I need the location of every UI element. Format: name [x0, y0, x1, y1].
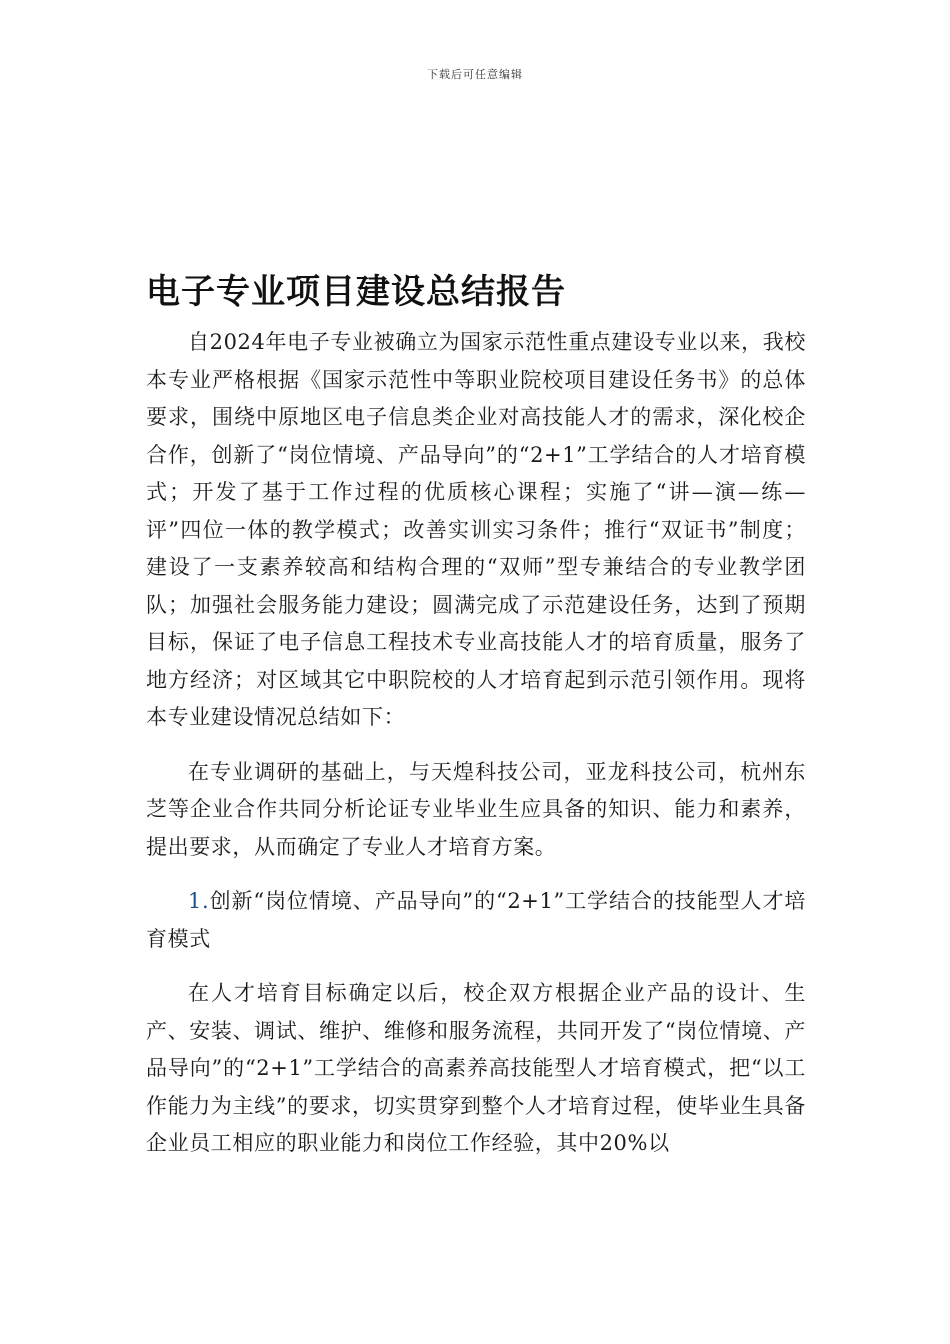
document-body [146, 268, 806, 1163]
paragraph-gap [146, 958, 806, 975]
section-number: 1. [188, 889, 210, 913]
paragraph-intro: 自2024年电子专业被确立为国家示范性重点建设专业以来，我校本专业严格根据《国家示范性中等职业院校项目建设任务书》的总体要求，围绕中原地区电子信息类企业对高技能人才的需求，深化校企合作，创新了“岗位情境、产品导向”的“2+1”工学结合的人才培育模式；开发了基于工作过程的优质核心课程；实施了“讲—演—练—评”四位一体的教学模式；改善实训实习条件；推行“双证书”制度；建设了一支素养较高和结构合理的“双师”型专兼结合的专业教学团队；加强社会服务能力建设；圆满完成了示范建设任务，达到了预期目标，保证了电子信息工程技术专业高技能人才的培育质量，服务了地方经济；对区域其它中职院校的人才培育起到示范引领作用。现将本专业建设情况总结如下： [146, 330, 806, 729]
paragraph-gap [146, 866, 806, 883]
section-heading-text: 创新“岗位情境、产品导向”的“2+1”工学结合的技能型人才培育模式 [146, 889, 806, 951]
paragraph-research: 在专业调研的基础上，与天煌科技公司，亚龙科技公司，杭州东芝等企业合作共同分析论证专业毕业生应具备的知识、能力和素养，提出要求，从而确定了专业人才培育方案。 [146, 759, 806, 859]
document-title: 电子专业项目建设总结报告 [146, 272, 566, 312]
paragraph-gap [146, 737, 806, 754]
section-heading [146, 883, 806, 958]
header-note: 下载后可任意编辑 [427, 68, 523, 81]
paragraph-training-model: 在人才培育目标确定以后，校企双方根据企业产品的设计、生产、安装、调试、维护、维修和服务流程，共同开发了“岗位情境、产品导向”的“2+1”工学结合的高素养高技能型人才培育模式，把“以工作能力为主线”的要求，切实贯穿到整个人才培育过程，使毕业生具备企业员工相应的职业能力和岗位工作经验，其中20%以 [146, 981, 806, 1155]
